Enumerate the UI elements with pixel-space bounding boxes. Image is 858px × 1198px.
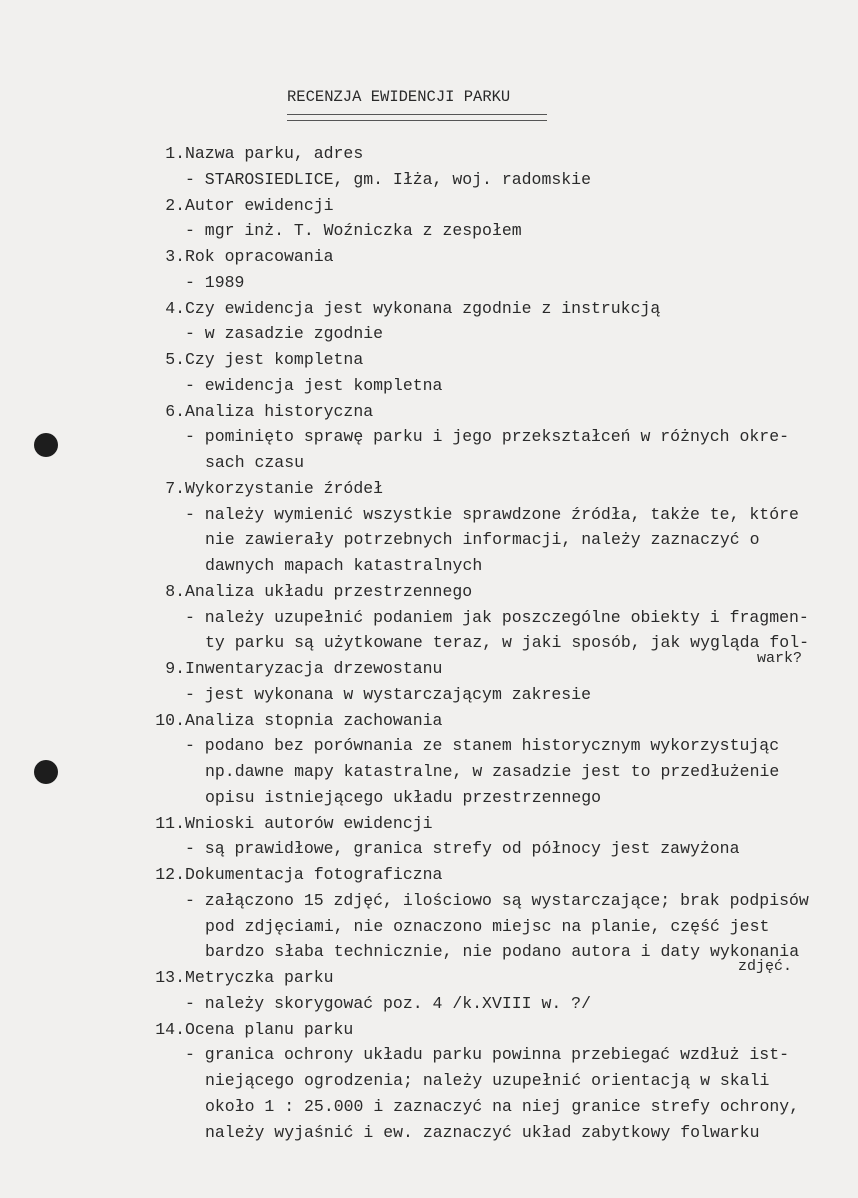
punch-hole-bottom — [34, 760, 58, 784]
item-number: 3. — [165, 247, 185, 266]
item-text-line: niejącego ogrodzenia; należy uzupełnić orientacją w skali — [205, 1071, 770, 1090]
item-heading: Inwentaryzacja drzewostanu — [185, 659, 443, 678]
item-text-line: - mgr inż. T. Woźniczka z zespołem — [185, 221, 522, 241]
review-item — [139, 193, 839, 245]
item-text-line: - 1989 — [185, 272, 245, 292]
item-text-line: - należy wymienić wszystkie sprawdzone źródła, także te, które — [185, 504, 799, 524]
item-text-line: ty parku są użytkowane teraz, w jaki sposób, jak wygląda fol- — [205, 633, 809, 653]
item-text-line: sach czasu — [205, 453, 305, 472]
item-heading-line — [139, 347, 839, 373]
item-heading: Autor ewidencji — [185, 195, 334, 215]
item-text-line: nie zawierały potrzebnych informacji, należy zaznaczyć o — [205, 530, 760, 550]
item-heading-line — [139, 476, 839, 502]
item-text-line: - załączono 15 zdjęć, ilościowo są wystarczające; brak podpisów — [185, 890, 809, 910]
item-heading-line — [139, 811, 839, 837]
review-items — [139, 141, 839, 1145]
item-number: 9. — [165, 659, 185, 678]
item-heading-line — [139, 1017, 839, 1043]
item-number: 2. — [165, 195, 185, 215]
item-heading-line — [139, 965, 839, 991]
item-text-line: około 1 : 25.000 i zaznaczyć na niej granice strefy ochrony, — [205, 1096, 800, 1116]
item-heading-line — [139, 244, 839, 270]
item-text-line: - granica ochrony układu parku powinna przebiegać wzdłuż ist- — [185, 1045, 789, 1065]
inline-note-zdjec: zdjęć. — [738, 958, 793, 975]
item-heading: Wykorzystanie źródeł — [185, 478, 384, 498]
item-heading-line — [139, 141, 839, 167]
item-heading: Wnioski autorów ewidencji — [185, 813, 433, 833]
review-item — [139, 399, 839, 476]
item-number: 7. — [165, 478, 185, 498]
item-text-line: - należy skorygować poz. 4 /k.XVIII w. ?/ — [185, 993, 591, 1013]
item-heading: Rok opracowania — [185, 247, 334, 266]
item-heading: Metryczka parku — [185, 968, 334, 987]
item-heading: Analiza układu przestrzennego — [185, 581, 473, 601]
item-heading-line — [139, 193, 839, 219]
item-number: 13. — [155, 968, 185, 987]
review-item — [139, 476, 839, 579]
item-text-line: - jest wykonana w wystarczającym zakresie — [185, 684, 591, 704]
item-text-line: - pominięto sprawę parku i jego przekształceń w różnych okre- — [185, 427, 789, 447]
review-item — [139, 656, 839, 708]
item-text-line: dawnych mapach katastralnych — [205, 556, 483, 575]
item-heading-line — [139, 296, 839, 322]
item-heading: Analiza historyczna — [185, 401, 374, 421]
item-heading: Nazwa parku, adres — [185, 144, 364, 163]
item-text-line: - w zasadzie zgodnie — [185, 324, 384, 344]
title-double-underline — [287, 114, 547, 121]
review-item — [139, 965, 839, 1017]
item-text-line: - są prawidłowe, granica strefy od północy jest zawyżona — [185, 839, 740, 859]
review-item — [139, 141, 839, 193]
review-item — [139, 708, 839, 811]
review-item — [139, 347, 839, 399]
item-text-line: np.dawne mapy katastralne, w zasadzie jest to przedłużenie — [205, 762, 780, 781]
document-title: RECENZJA EWIDENCJI PARKU — [287, 88, 511, 106]
item-heading: Ocena planu parku — [185, 1019, 354, 1039]
item-text-line: - STAROSIEDLICE, gm. Iłża, woj. radomskie — [185, 169, 591, 189]
item-number: 11. — [155, 813, 185, 833]
item-heading-line — [139, 399, 839, 425]
inline-note-folwark: wark? — [757, 650, 803, 667]
item-heading: Czy jest kompletna — [185, 350, 364, 369]
review-item — [139, 811, 839, 863]
item-heading-line — [139, 862, 839, 888]
item-number: 5. — [165, 350, 185, 369]
review-item — [139, 1017, 839, 1146]
item-heading-line — [139, 579, 839, 605]
item-text-line: - należy uzupełnić podaniem jak poszczególne obiekty i fragmen- — [185, 607, 809, 627]
item-text-line: - podano bez porównania ze stanem historycznym wykorzystując — [185, 736, 780, 756]
item-number: 12. — [155, 865, 185, 884]
review-item — [139, 244, 839, 296]
item-number: 14. — [155, 1019, 185, 1039]
item-number: 6. — [165, 401, 185, 421]
punch-hole-top — [34, 433, 58, 457]
item-text-line: należy wyjaśnić i ew. zaznaczyć układ zabytkowy folwarku — [205, 1122, 760, 1142]
item-heading-line — [139, 656, 839, 682]
item-heading: Analiza stopnia zachowania — [185, 710, 443, 730]
review-item — [139, 862, 839, 965]
item-heading: Czy ewidencja jest wykonana zgodnie z instrukcją — [185, 298, 661, 318]
review-item — [139, 579, 839, 656]
item-text-line: opisu istniejącego układu przestrzennego — [205, 787, 602, 807]
item-text-line: bardzo słaba technicznie, nie podano autora i daty wykonania — [205, 942, 800, 962]
item-text-line: - ewidencja jest kompletna — [185, 375, 443, 395]
item-number: 1. — [165, 144, 185, 163]
item-heading-line — [139, 708, 839, 734]
item-number: 8. — [165, 581, 185, 601]
review-item — [139, 296, 839, 348]
item-number: 4. — [165, 298, 185, 318]
item-heading: Dokumentacja fotograficzna — [185, 865, 443, 884]
item-text-line: pod zdjęciami, nie oznaczono miejsc na planie, część jest — [205, 916, 770, 936]
item-number: 10. — [155, 710, 185, 730]
